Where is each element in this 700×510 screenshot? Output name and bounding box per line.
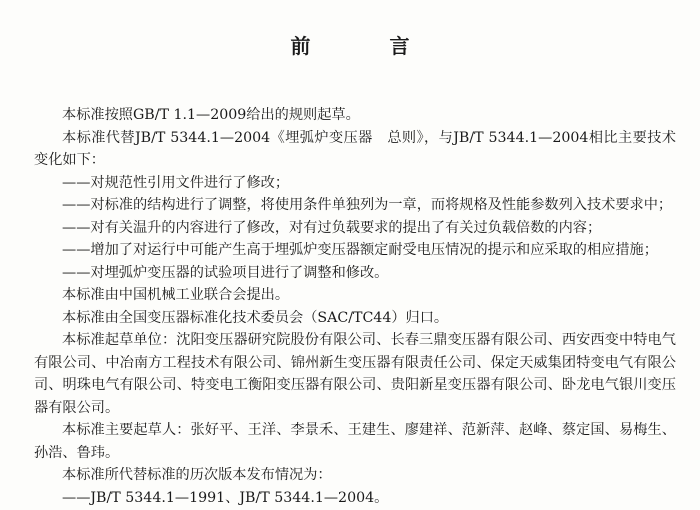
- change-item: ——增加了对运行中可能产生高于埋弧炉变压器额定耐受电压情况的提示和应采取的相应措施；: [62, 242, 658, 258]
- paragraph-history-list: ——JB/T 5344.1—1991、JB/T 5344.1—2004。: [62, 489, 389, 506]
- paragraph-committee: 本标准由全国变压器标准化技术委员会（SAC/TC44）归口。: [62, 309, 449, 326]
- change-item: ——对规范性引用文件进行了修改；: [62, 174, 290, 191]
- change-item: ——对埋弧炉变压器的试验项目进行了调整和修改。: [62, 264, 389, 281]
- paragraph-replacement-note: 本标准代替JB/T 5344.1—2004《埋弧炉变压器 总则》，与JB/T 5344.1—2004相比主要技术变化如下：: [34, 129, 676, 168]
- paragraph-proposer: 本标准由中国机械工业联合会提出。: [62, 287, 290, 303]
- change-item: ——对标准的结构进行了调整，将使用条件单独列为一章，而将规格及性能参数列入技术要求中；: [62, 197, 673, 213]
- paragraph-drafting-rules: 本标准按照GB/T 1.1—2009给出的规则起草。: [62, 107, 360, 123]
- paragraph-history-heading: 本标准所代替标准的历次版本发布情况为：: [62, 467, 332, 483]
- paragraph-drafters: 本标准主要起草人：张好平、王洋、李景禾、王建生、廖建祥、范新萍、赵峰、蔡定国、易梅生、孙浩、鲁玮。: [34, 422, 676, 461]
- document-body: [34, 104, 676, 509]
- paragraph-drafting-units: 本标准起草单位：沈阳变压器研究院股份有限公司、长春三鼎变压器有限公司、西安西变中特电气有限公司、中冶南方工程技术有限公司、锦州新生变压器有限责任公司、保定天威集团特变电气有限公司、明珠电气有限公司、特变电工衡阳变压器有限公司、贵阳新星变压器有限公司、卧龙电气银川变压器有限公司。: [34, 332, 676, 416]
- page-title: 前 言: [290, 34, 446, 58]
- change-item: ——对有关温升的内容进行了修改，对有过负载要求的提出了有关过负载倍数的内容；: [62, 219, 602, 236]
